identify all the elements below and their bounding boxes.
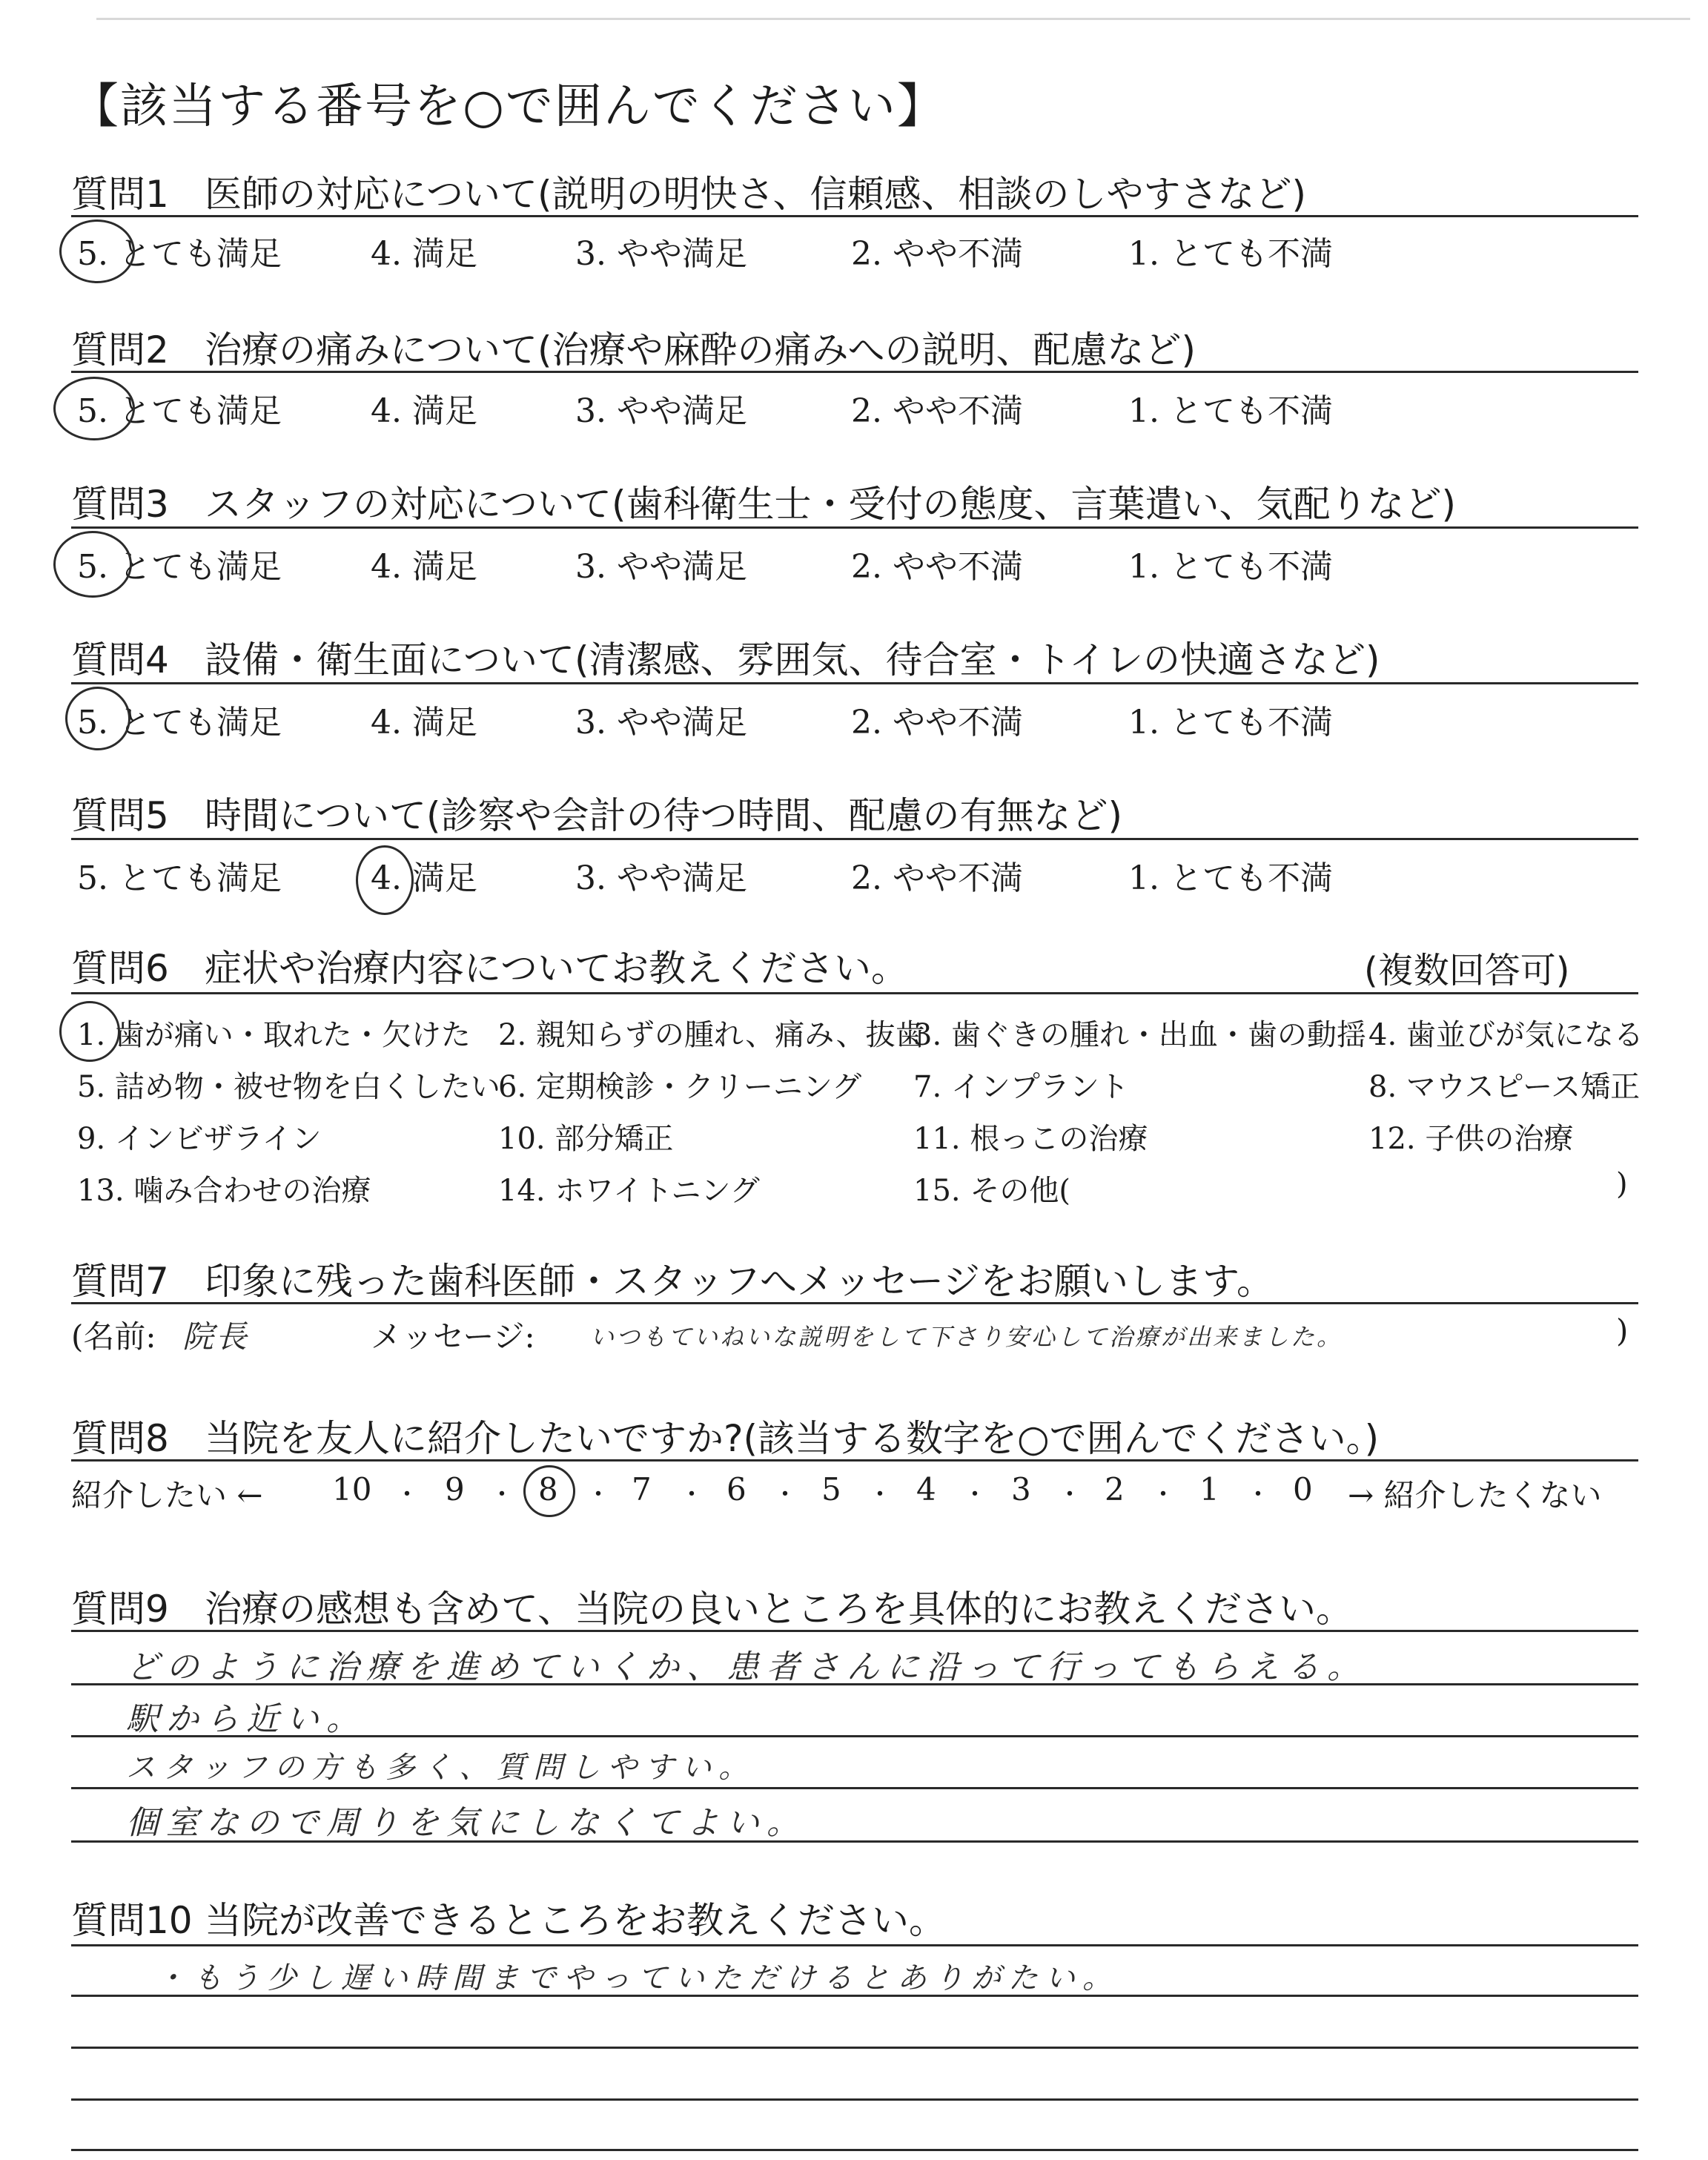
question-number: 質問5 xyxy=(71,794,169,837)
question-divider xyxy=(71,992,1638,994)
answer-text[interactable]: スタッフの方も多く、質問しやすい。 xyxy=(126,1751,756,1785)
question-text: 当院が改善できるところをお教えください。 xyxy=(205,1899,946,1942)
symptom-option[interactable]: 7. インプラント xyxy=(913,1070,1129,1104)
question-number: 質問1 xyxy=(71,173,169,216)
question-divider xyxy=(71,682,1638,684)
question-text: 症状や治療内容についてお教えください。 xyxy=(205,947,908,990)
question-8-heading xyxy=(71,1409,1628,1460)
scale-separator: ・ xyxy=(962,1480,987,1510)
scale-value[interactable]: 3 xyxy=(1011,1471,1031,1507)
question-3-choices xyxy=(0,540,1708,584)
symptom-option[interactable]: 12. 子供の治療 xyxy=(1368,1122,1574,1156)
message-value[interactable]: いつもていねいな説明をして下さり安心して治療が出来ました。 xyxy=(590,1323,1343,1351)
scale-separator: ・ xyxy=(772,1480,798,1510)
question-3-heading xyxy=(71,475,1628,526)
symptom-option[interactable]: 4. 歯並びが気になる xyxy=(1368,1018,1644,1052)
question-divider xyxy=(71,838,1638,840)
question-text: 印象に残った歯科医師・スタッフへメッセージをお願いします。 xyxy=(205,1260,1274,1303)
answer-line xyxy=(71,1630,1638,1632)
question-number: 質問6 xyxy=(71,947,169,990)
scale-value[interactable]: 0 xyxy=(1293,1471,1313,1507)
scale-value[interactable]: 1 xyxy=(1199,1471,1219,1507)
message-close-paren: ) xyxy=(1616,1312,1629,1349)
question-7-heading xyxy=(71,1252,1628,1303)
symptom-option[interactable]: 11. 根っこの治療 xyxy=(913,1122,1148,1156)
question-1-choices xyxy=(0,227,1708,271)
question-number: 質問8 xyxy=(71,1417,169,1460)
message-label: メッセージ: xyxy=(371,1318,535,1355)
question-number: 質問2 xyxy=(71,328,169,371)
message-row xyxy=(71,1312,1635,1357)
question-number: 質問4 xyxy=(71,638,169,681)
choice-5[interactable]: 5. とても満足 xyxy=(77,235,282,273)
question-2-choices xyxy=(0,384,1708,429)
question-number: 質問10 xyxy=(71,1899,193,1942)
answer-text[interactable]: どのように治療を進めていくか、患者さんに沿って行ってもらえる。 xyxy=(126,1648,1367,1686)
question-10-heading xyxy=(71,1891,1628,1942)
choice-2[interactable]: 2. やや不満 xyxy=(851,392,1023,430)
choice-3[interactable]: 3. やや満足 xyxy=(575,235,747,273)
symptom-option[interactable]: 15. その他( xyxy=(913,1174,1070,1208)
question-9-heading xyxy=(71,1579,1628,1631)
question-divider xyxy=(71,371,1638,373)
choice-3[interactable]: 3. やや満足 xyxy=(575,548,747,586)
choice-5[interactable]: 5. とても満足 xyxy=(77,392,282,430)
question-text: 当院を友人に紹介したいですか?(該当する数字を○で囲んでください。) xyxy=(205,1417,1380,1460)
recommend-scale xyxy=(0,1471,1708,1516)
scale-left-label: 紹介したい ← xyxy=(71,1477,263,1513)
question-text: 治療の感想も含めて、当院の良いところを具体的にお教えください。 xyxy=(205,1588,1353,1631)
question-text: 医師の対応について(説明の明快さ、信頼感、相談のしやすさなど) xyxy=(205,173,1307,216)
question-divider xyxy=(71,526,1638,529)
scale-value[interactable]: 4 xyxy=(916,1471,936,1507)
scale-separator: ・ xyxy=(1245,1480,1271,1510)
question-number: 質問7 xyxy=(71,1260,169,1303)
scale-value[interactable]: 9 xyxy=(445,1471,465,1507)
question-5-heading xyxy=(71,786,1628,837)
choice-1[interactable]: 1. とても不満 xyxy=(1128,392,1333,430)
question-text: 設備・衛生面について(清潔感、雰囲気、待合室・トイレの快適さなど) xyxy=(205,638,1380,681)
symptom-option[interactable]: 8. マウスピース矯正 xyxy=(1368,1070,1641,1104)
choice-2[interactable]: 2. やや不満 xyxy=(851,235,1023,273)
name-value[interactable]: 院長 xyxy=(182,1318,250,1355)
question-4-choices xyxy=(0,696,1708,740)
answer-line xyxy=(71,1787,1638,1789)
choice-4[interactable]: 4. 満足 xyxy=(371,704,477,742)
choice-1[interactable]: 1. とても不満 xyxy=(1128,235,1333,273)
question-text: 治療の痛みについて(治療や麻酔の痛みへの説明、配慮など) xyxy=(205,328,1196,371)
answer-line xyxy=(71,1735,1638,1737)
symptom-option[interactable]: 10. 部分矯正 xyxy=(498,1122,674,1156)
symptom-option[interactable]: 2. 親知らずの腫れ、痛み、抜歯 xyxy=(498,1018,925,1052)
question-5-choices xyxy=(0,851,1708,896)
question-1-heading xyxy=(71,165,1628,216)
question-number: 質問3 xyxy=(71,483,169,526)
scale-value[interactable]: 10 xyxy=(332,1471,372,1507)
scale-separator: ・ xyxy=(867,1480,893,1510)
symptom-option[interactable]: 14. ホワイトニング xyxy=(498,1174,760,1208)
scale-value[interactable]: 5 xyxy=(821,1471,841,1507)
scale-separator: ・ xyxy=(586,1480,611,1510)
question-text: スタッフの対応について(歯科衛生士・受付の態度、言葉遣い、気配りなど) xyxy=(205,483,1457,526)
question-4-heading xyxy=(71,630,1628,681)
answer-line xyxy=(71,1840,1638,1843)
scale-separator: ・ xyxy=(1151,1480,1176,1510)
choice-1[interactable]: 1. とても不満 xyxy=(1128,704,1333,742)
multiple-answers-note: (複数回答可) xyxy=(1364,950,1570,991)
choice-2[interactable]: 2. やや不満 xyxy=(851,704,1023,742)
symptom-option[interactable]: 13. 噛み合わせの治療 xyxy=(77,1174,371,1208)
question-2-heading xyxy=(71,320,1628,371)
choice-5[interactable]: 5. とても満足 xyxy=(77,859,282,897)
choice-4[interactable]: 4. 満足 xyxy=(371,548,477,586)
answer-text[interactable]: 個室なので周りを気にしなくてよい。 xyxy=(126,1804,807,1842)
answer-text[interactable]: 駅から近い。 xyxy=(126,1700,366,1738)
question-text: 時間について(診察や会計の待つ時間、配慮の有無など) xyxy=(205,794,1123,837)
scale-separator: ・ xyxy=(679,1480,704,1510)
symptom-option[interactable]: 6. 定期検診・クリーニング xyxy=(498,1070,862,1104)
scale-right-label: → 紹介したくない xyxy=(1348,1477,1602,1513)
answer-text[interactable]: ・もう少し遅い時間までやっていただけるとありがたい。 xyxy=(156,1961,1119,1995)
scale-value[interactable]: 2 xyxy=(1105,1471,1125,1507)
scale-value[interactable]: 7 xyxy=(632,1471,652,1507)
question-divider xyxy=(71,215,1638,217)
question-divider xyxy=(71,1459,1638,1462)
symptom-option[interactable]: 3. 歯ぐきの腫れ・出血・歯の動揺 xyxy=(913,1018,1366,1052)
choice-5[interactable]: 5. とても満足 xyxy=(77,548,282,586)
answer-line xyxy=(71,1683,1638,1685)
scale-value[interactable]: 8 xyxy=(538,1471,558,1507)
scale-separator: ・ xyxy=(1057,1480,1082,1510)
choice-4[interactable]: 4. 満足 xyxy=(371,859,477,897)
other-close-paren: ) xyxy=(1616,1167,1628,1201)
answer-line xyxy=(71,2149,1638,2151)
choice-4[interactable]: 4. 満足 xyxy=(371,235,477,273)
page-title: 【該当する番号を○で囲んでください】 xyxy=(71,79,946,134)
choice-1[interactable]: 1. とても不満 xyxy=(1128,548,1333,586)
symptom-option[interactable]: 5. 詰め物・被せ物を白くしたい xyxy=(77,1070,500,1104)
choice-3[interactable]: 3. やや満足 xyxy=(575,859,747,897)
scale-separator: ・ xyxy=(394,1480,420,1510)
name-label: (名前: xyxy=(71,1318,156,1355)
answer-line xyxy=(71,1995,1638,1997)
answer-line xyxy=(71,1944,1638,1946)
choice-3[interactable]: 3. やや満足 xyxy=(575,704,747,742)
symptom-option[interactable]: 1. 歯が痛い・取れた・欠けた xyxy=(77,1018,471,1052)
symptom-option[interactable]: 9. インビザライン xyxy=(77,1122,322,1156)
question-divider xyxy=(71,1302,1638,1304)
choice-4[interactable]: 4. 満足 xyxy=(371,392,477,430)
choice-5[interactable]: 5. とても満足 xyxy=(77,704,282,742)
answer-line xyxy=(71,2098,1638,2101)
top-divider xyxy=(96,18,1690,20)
choice-2[interactable]: 2. やや不満 xyxy=(851,859,1023,897)
choice-2[interactable]: 2. やや不満 xyxy=(851,548,1023,586)
scale-separator: ・ xyxy=(489,1480,514,1510)
question-number: 質問9 xyxy=(71,1588,169,1631)
scale-value[interactable]: 6 xyxy=(726,1471,747,1507)
choice-1[interactable]: 1. とても不満 xyxy=(1128,859,1333,897)
answer-line xyxy=(71,2047,1638,2049)
choice-3[interactable]: 3. やや満足 xyxy=(575,392,747,430)
